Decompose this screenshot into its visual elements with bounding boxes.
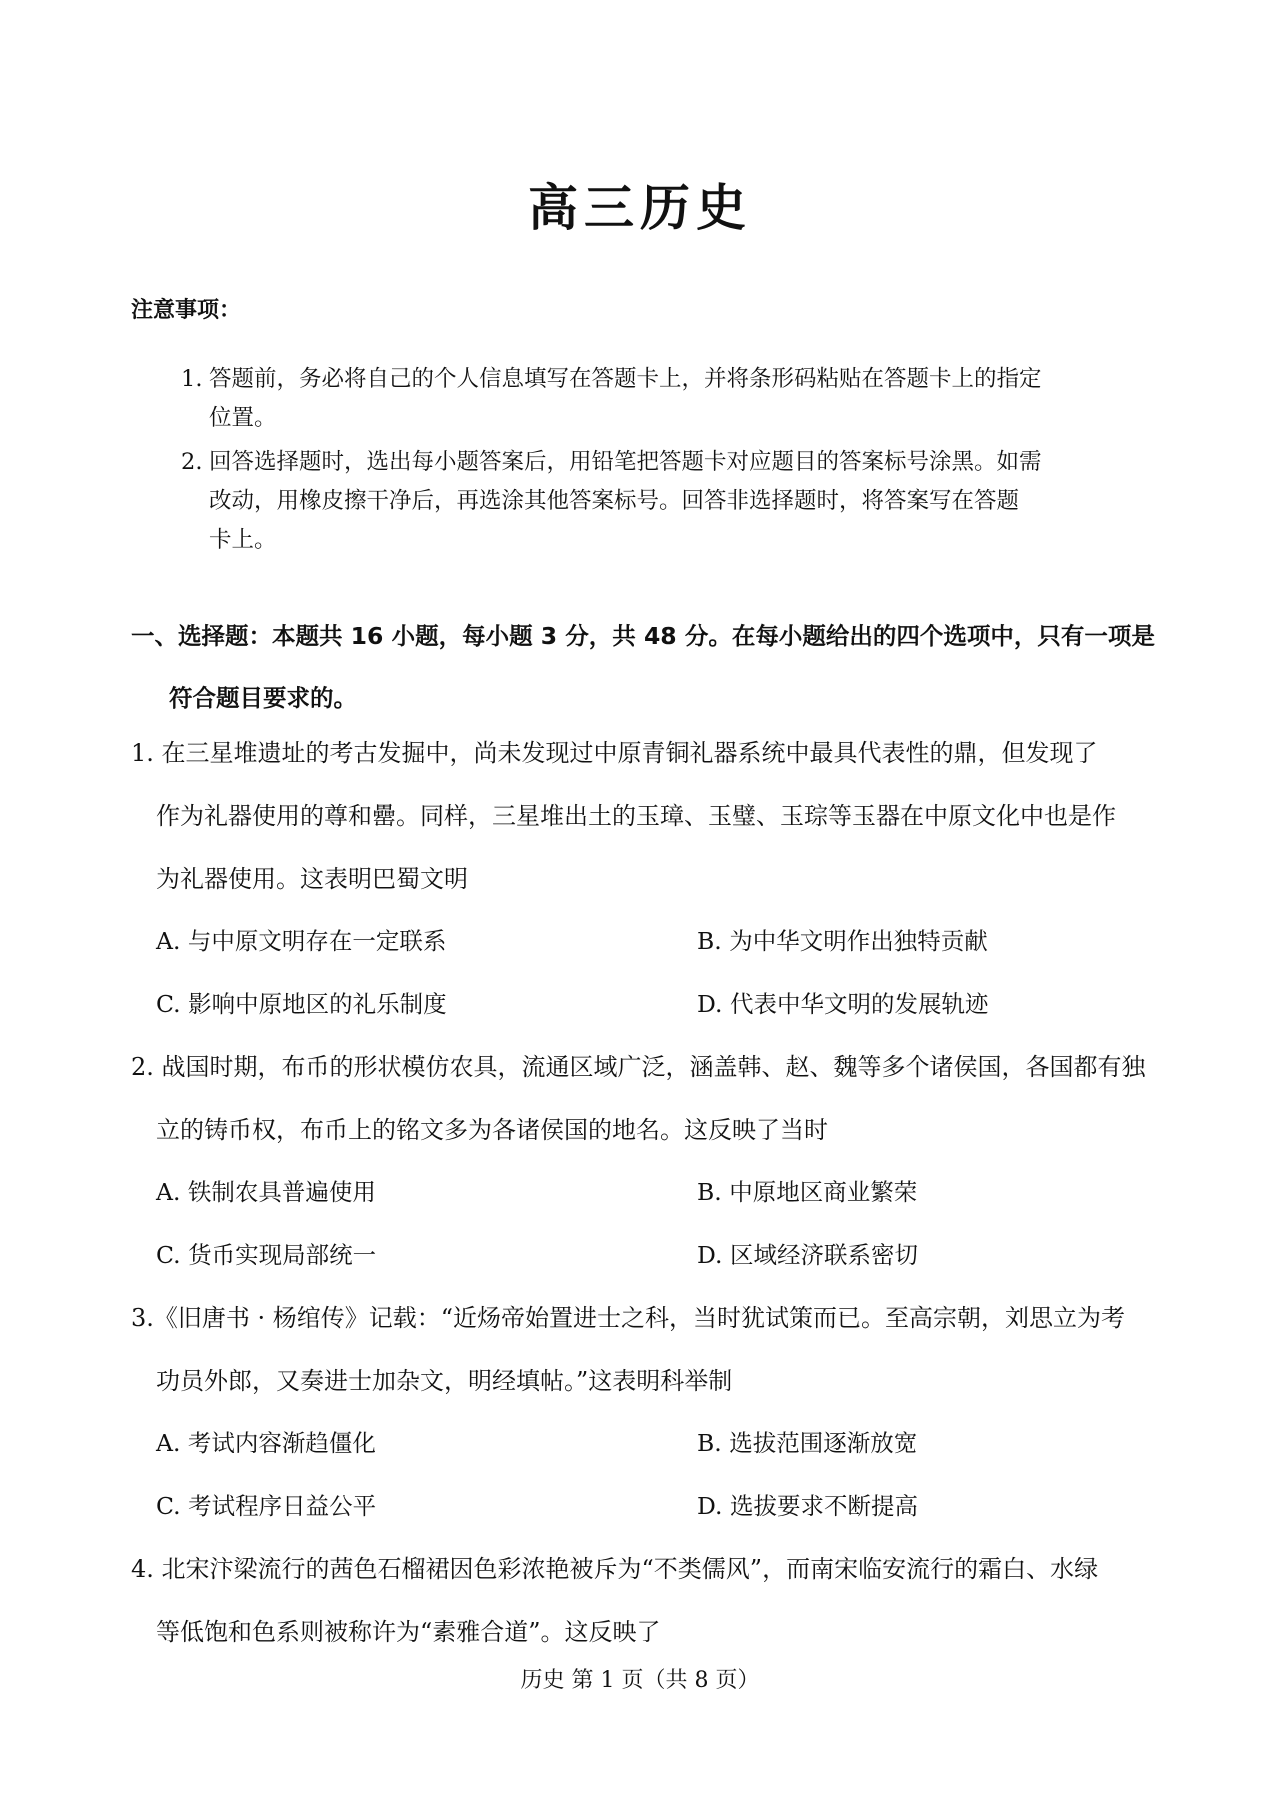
question-3-option-b: B. 选拔范围逐渐放宽 bbox=[697, 1429, 918, 1457]
section-heading-line: 符合题目要求的。 bbox=[169, 684, 357, 712]
question-2-option-c: C. 货币实现局部统一 bbox=[156, 1241, 377, 1269]
question-1-option-a: A. 与中原文明存在一定联系 bbox=[156, 927, 447, 955]
question-3-option-a: A. 考试内容渐趋僵化 bbox=[156, 1429, 376, 1457]
notice-item-text: 答题前，务必将自己的个人信息填写在答题卡上，并将条形码粘贴在答题卡上的指定 bbox=[209, 366, 1042, 392]
question-stem-line: 4. 北宋汴梁流行的茜色石榴裙因色彩浓艳被斥为“不类儒风”，而南宋临安流行的霜白、水绿 bbox=[131, 1555, 1099, 1583]
question-2-stem bbox=[131, 1036, 1181, 1162]
question-stem-line: 1. 在三星堆遗址的考古发掘中，尚未发现过中原青铜礼器系统中最具代表性的鼎，但发现了 bbox=[131, 739, 1098, 767]
question-3-option-d: D. 选拔要求不断提高 bbox=[697, 1492, 918, 1520]
question-stem-line: 3.《旧唐书 · 杨绾传》记载：“近炀帝始置进士之科，当时犹试策而已。至高宗朝，刘思立为考 bbox=[131, 1304, 1126, 1332]
question-1-option-c: C. 影响中原地区的礼乐制度 bbox=[156, 990, 447, 1018]
question-stem-line: 2. 战国时期，布币的形状模仿农具，流通区域广泛，涵盖韩、赵、魏等多个诸侯国，各国都有独 bbox=[131, 1053, 1146, 1081]
question-2-option-b: B. 中原地区商业繁荣 bbox=[697, 1178, 918, 1206]
notice-item-number: 1. bbox=[181, 366, 203, 392]
question-stem-line: 作为礼器使用的尊和罍。同样，三星堆出土的玉璋、玉璧、玉琮等玉器在中原文化中也是作 bbox=[156, 802, 1116, 830]
notice-item-text: 卡上。 bbox=[209, 527, 277, 553]
notice-heading: 注意事项： bbox=[131, 298, 242, 323]
question-2-option-a: A. 铁制农具普遍使用 bbox=[156, 1178, 376, 1206]
notice-item-text: 改动，用橡皮擦干净后，再选涂其他答案标号。回答非选择题时，将答案写在答题 bbox=[209, 488, 1020, 514]
question-3-stem bbox=[131, 1287, 1181, 1413]
question-1-option-d: D. 代表中华文明的发展轨迹 bbox=[697, 990, 989, 1018]
notice-item-1 bbox=[181, 360, 1171, 438]
notice-item-text: 位置。 bbox=[209, 405, 277, 431]
question-1-stem bbox=[131, 722, 1181, 911]
question-1-option-b: B. 为中华文明作出独特贡献 bbox=[697, 927, 988, 955]
question-2-option-d: D. 区域经济联系密切 bbox=[697, 1241, 918, 1269]
question-stem-line: 功员外郎，又奏进士加杂文，明经填帖。”这表明科举制 bbox=[156, 1367, 733, 1395]
question-3-option-c: C. 考试程序日益公平 bbox=[156, 1492, 377, 1520]
page-title: 高三历史 bbox=[528, 179, 752, 237]
question-stem-line: 立的铸币权，布币上的铭文多为各诸侯国的地名。这反映了当时 bbox=[156, 1116, 828, 1144]
page-footer: 历史 第 1 页（共 8 页） bbox=[520, 1668, 760, 1693]
notice-item-2 bbox=[181, 443, 1171, 560]
question-stem-line: 等低饱和色系则被称许为“素雅合道”。这反映了 bbox=[156, 1618, 661, 1646]
section-heading-line: 一、选择题：本题共 16 小题，每小题 3 分，共 48 分。在每小题给出的四个选项中，只有一项是 bbox=[131, 622, 1155, 650]
section-heading bbox=[131, 605, 1181, 729]
question-4-stem bbox=[131, 1538, 1181, 1664]
notice-item-text: 回答选择题时，选出每小题答案后，用铅笔把答题卡对应题目的答案标号涂黑。如需 bbox=[209, 449, 1042, 475]
notice-item-number: 2. bbox=[181, 449, 203, 475]
question-stem-line: 为礼器使用。这表明巴蜀文明 bbox=[156, 865, 468, 893]
